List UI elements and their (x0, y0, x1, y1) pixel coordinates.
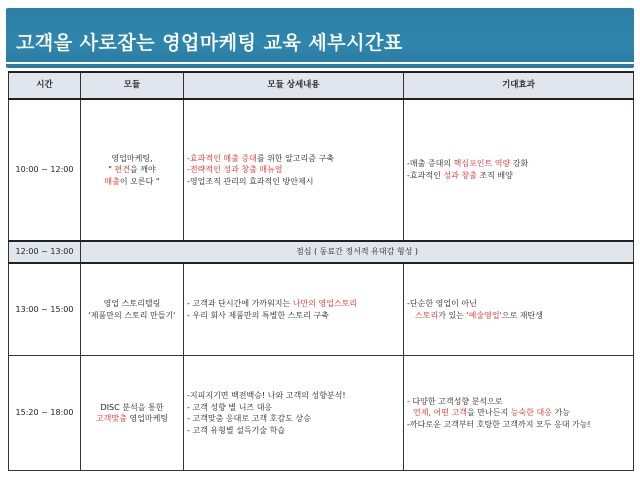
table-row (9, 263, 634, 356)
time-cell: 15:20 ~ 18:00 (9, 356, 81, 471)
text: 를 위한 알고리즘 구축 (256, 153, 334, 163)
detail-line: - 고객 성향 별 니즈 대응 (187, 402, 273, 412)
detail-line: - 고객 유형별 설득기술 학습 (187, 425, 286, 435)
effect-line: - 다양한 고객성향 분석으로 (407, 396, 503, 406)
lunch-cell: 점심 ( 동료간 정서적 유대감 형성 ) (81, 241, 634, 263)
module-cell (81, 99, 184, 241)
highlight-text: 전략적인 성과 창출 매뉴얼 (189, 165, 283, 175)
header-row (9, 72, 634, 99)
highlight-text: '예술영업' (466, 310, 502, 320)
highlight-text: 고객맞춤 (95, 414, 127, 424)
text: - 고객과 단시간에 가까워지는 (187, 299, 293, 309)
schedule-table (8, 71, 634, 471)
title-bar (0, 0, 640, 70)
detail-line (187, 164, 400, 176)
text: " (108, 165, 115, 175)
detail-line: -지피지기면 백전백승! 나와 고객의 성향분석! (187, 390, 346, 400)
module-line (84, 164, 180, 176)
table-row (9, 99, 634, 241)
time-cell: 12:00 ~ 13:00 (9, 241, 81, 263)
page-title: 고객을 사로잡는 영업마케팅 교육 세부시간표 (16, 32, 403, 54)
text: -효과적인 (407, 170, 444, 180)
module-line (84, 413, 180, 425)
detail-cell (184, 356, 404, 471)
text: 을 만나든지 (467, 408, 511, 418)
text: 영업마케팅 (126, 414, 169, 424)
effect-line (407, 310, 630, 322)
detail-cell (184, 263, 404, 356)
detail-cell (184, 99, 404, 241)
table-row-lunch (9, 241, 634, 263)
highlight-text: 편견 (114, 165, 130, 175)
highlight-text: 능숙한 대응 (510, 408, 552, 418)
module-line: 영업 스토리텔링 (103, 299, 161, 309)
module-line: 영업마케팅, (111, 153, 153, 163)
text: 가 있는 (438, 310, 467, 320)
detail-line (187, 298, 400, 310)
highlight-text: 성과 창출 (443, 170, 477, 180)
effect-line: -까다로운 고객부터 호탕한 고객까지 모두 응대 가능! (407, 419, 591, 429)
table-row (9, 356, 634, 471)
detail-line: - 고객맞춤 응대로 고객 호감도 상승 (187, 414, 311, 424)
text: 으로 재탄생 (501, 310, 543, 320)
module-line: '제품만의 스토리 만들기' (88, 310, 176, 320)
highlight-text: 핵심포인트 역량 (453, 159, 511, 169)
highlight-text: 나만의 영업스토리 (292, 299, 358, 309)
text: 이 오른다 " (119, 176, 160, 186)
detail-line (187, 153, 400, 165)
effect-cell (404, 263, 634, 356)
title-underline (6, 62, 634, 64)
effect-cell (404, 356, 634, 471)
effect-line: -단순한 영업이 아닌 (407, 299, 477, 309)
header-time: 시간 (9, 72, 81, 99)
time-cell: 10:00 ~ 12:00 (9, 99, 81, 241)
text: 가능 (551, 408, 570, 418)
detail-line: - 우리 회사 제품만의 특별한 스토리 구축 (187, 310, 329, 320)
highlight-text: 효과적인 매출 증대 (189, 153, 257, 163)
text: 강화 (510, 159, 529, 169)
effect-line (407, 158, 630, 170)
module-line (84, 176, 180, 188)
header-detail: 모듈 상세내용 (184, 72, 404, 99)
text: - (187, 153, 190, 163)
module-cell (81, 356, 184, 471)
detail-line: -영업조직 관리의 효과적인 방안제시 (187, 176, 314, 186)
header-module: 모듈 (81, 72, 184, 99)
text: 을 깨야 (129, 165, 156, 175)
highlight-text: 스토리 (415, 310, 439, 320)
effect-cell (404, 99, 634, 241)
highlight-text: 언제, 어떤 고객 (413, 408, 467, 418)
text: 조직 배양 (476, 170, 513, 180)
time-cell: 13:00 ~ 15:00 (9, 263, 81, 356)
header-effect: 기대효과 (404, 72, 634, 99)
effect-line (407, 407, 630, 419)
text: -매출 증대의 (407, 159, 454, 169)
module-cell (81, 263, 184, 356)
module-line: DISC 분석을 통한 (100, 402, 164, 412)
effect-line (407, 170, 630, 182)
highlight-text: 매출 (104, 176, 120, 186)
text: - (187, 165, 190, 175)
